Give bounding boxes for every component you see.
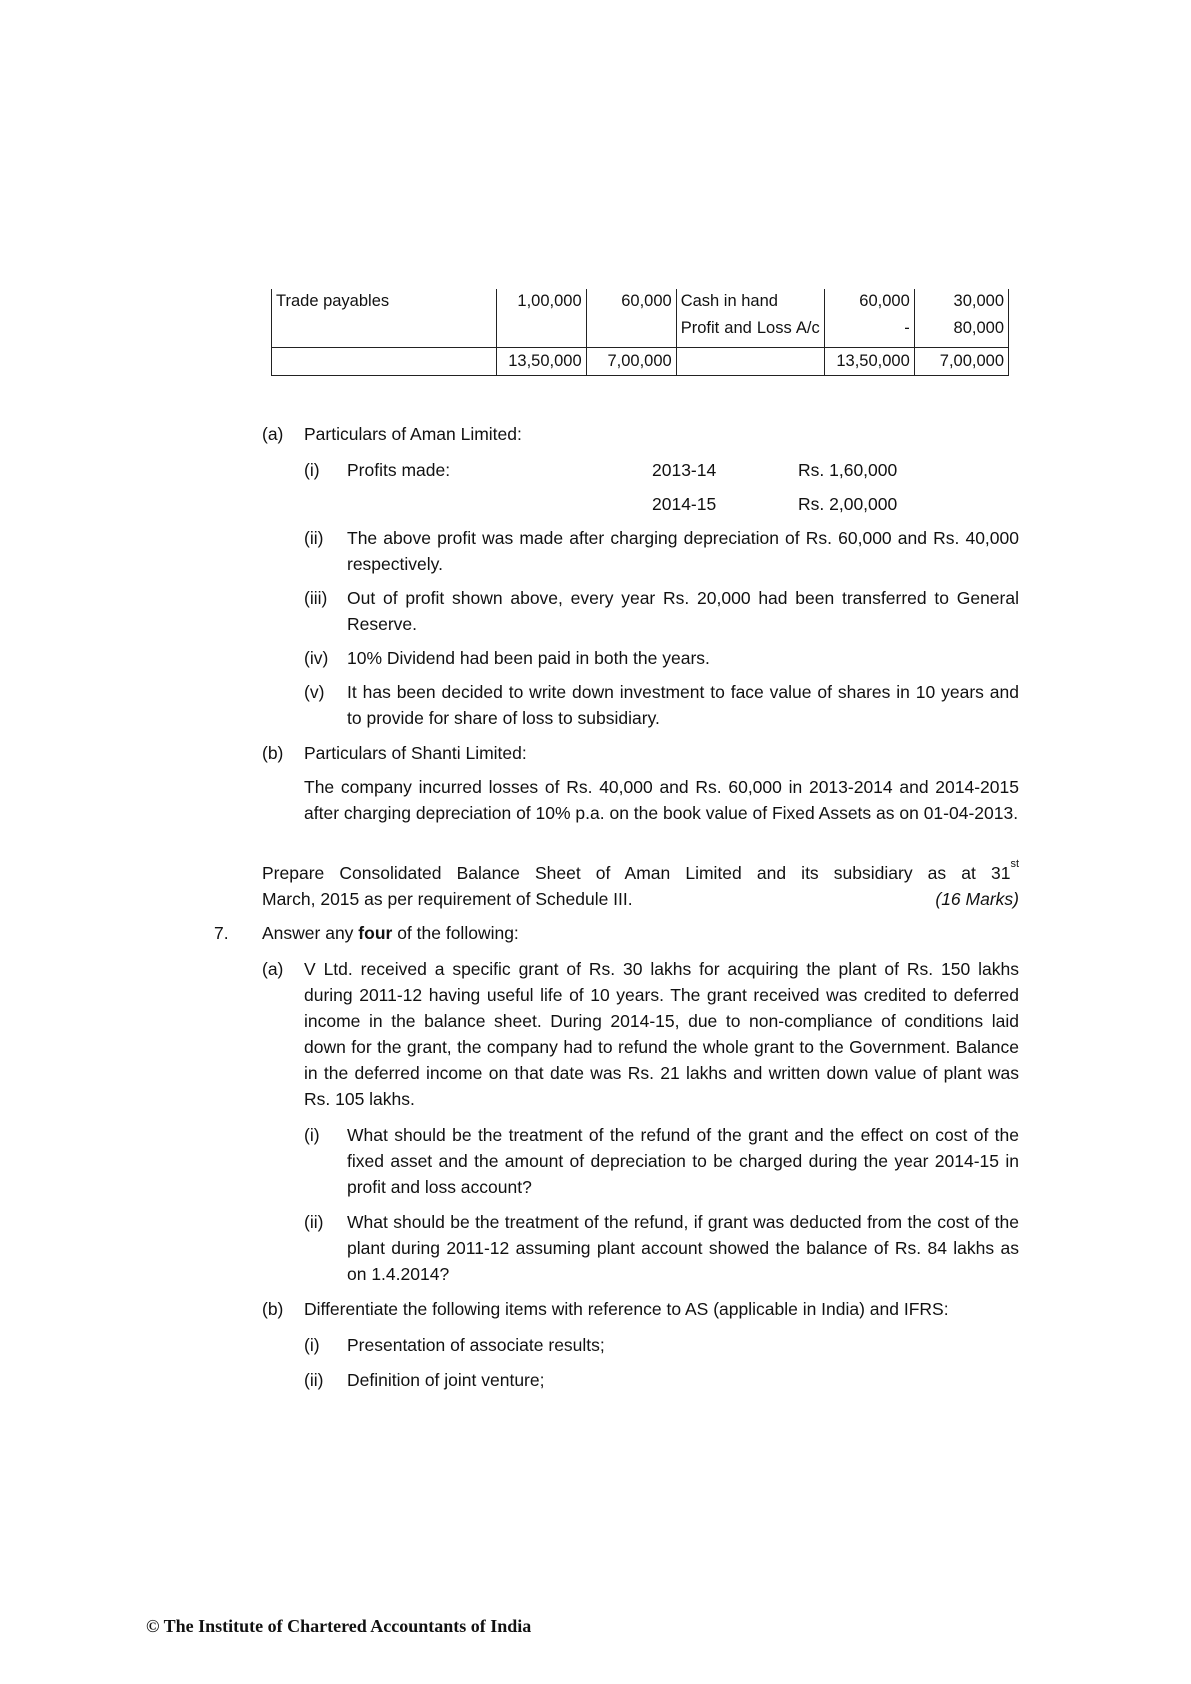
item-text: Profits made: <box>347 460 451 480</box>
item-text: Definition of joint venture; <box>347 1370 545 1390</box>
marks-label: (16 Marks) <box>935 889 1019 909</box>
instruction-text: March, 2015 as per requirement of Schedule III. <box>262 889 633 909</box>
table-cell <box>496 314 586 348</box>
q7-b-ii <box>304 1367 1019 1393</box>
q7-a <box>262 956 1019 1112</box>
intro-text: of the following: <box>392 923 519 943</box>
instruction-text <box>262 860 1019 886</box>
instruction-text-main: Prepare Consolidated Balance Sheet of Aman Limited and its subsidiary as at 31 <box>262 863 1011 883</box>
item-text: What should be the treatment of the refund, if grant was deducted from the cost of the plant during 2011-12 assuming plant account showed the balance of Rs. 84 lakhs as on 1.4.2014? <box>347 1212 1019 1284</box>
item-text: V Ltd. received a specific grant of Rs. 30 lakhs for acquiring the plant of Rs. 150 lakhs during 2011-12 having useful life of 10 years. The grant received was credited to deferred income in the balance sheet. During 2014-15, due to non-compliance of conditions laid down for the grant, the company had to refund the whole grant to the Government. Balance in the deferred income on that date was Rs. 21 lakhs and written down value of plant was Rs. 105 lakhs. <box>304 959 1019 1109</box>
profit-amount: Rs. 2,00,000 <box>798 494 898 514</box>
q6-part-a <box>262 421 1022 447</box>
item-text: 10% Dividend had been paid in both the years. <box>347 648 710 668</box>
item-label: (ii) <box>304 1370 324 1390</box>
table-row <box>272 289 1009 314</box>
item-label: (i) <box>304 460 320 480</box>
item-text: Presentation of associate results; <box>347 1335 605 1355</box>
q6-a-v <box>304 679 1019 731</box>
item-text: Out of profit shown above, every year Rs. 20,000 had been transferred to General Reserve. <box>347 588 1019 634</box>
q7-b <box>262 1296 1019 1322</box>
q7-intro <box>214 920 1014 946</box>
q6-b-text <box>304 774 1019 826</box>
q6-a-ii <box>304 525 1019 577</box>
q6-a-i <box>304 457 1064 483</box>
item-label: (b) <box>262 1299 284 1319</box>
q6-a-i-year2 <box>652 491 897 517</box>
copyright-footer: © The Institute of Chartered Accountants of India <box>146 1616 532 1636</box>
profit-year: 2014-15 <box>652 494 717 514</box>
q6-part-b <box>262 740 1022 766</box>
item-label: (a) <box>262 959 284 979</box>
q7-b-i <box>304 1332 1019 1358</box>
item-label: (i) <box>304 1335 320 1355</box>
superscript: st <box>1010 858 1019 871</box>
question-number: 7. <box>214 923 229 943</box>
table-cell: - <box>824 314 914 348</box>
item-label: (i) <box>304 1125 320 1145</box>
table-cell: 7,00,000 <box>586 348 676 376</box>
table-cell <box>676 348 824 376</box>
table-cell: 13,50,000 <box>824 348 914 376</box>
intro-emphasis: four <box>358 923 393 943</box>
item-label: (ii) <box>304 528 324 548</box>
table-cell <box>272 348 497 376</box>
table-cell: 80,000 <box>914 314 1008 348</box>
q6-instruction-line2 <box>262 886 1019 912</box>
table-cell <box>586 314 676 348</box>
table-cell: 30,000 <box>914 289 1008 314</box>
table-cell: Trade payables <box>272 289 497 314</box>
paragraph: The company incurred losses of Rs. 40,000 and Rs. 60,000 in 2013-2014 and 2014-2015 after charging depreciation of 10% p.a. on the book value of Fixed Assets as on 01-04-2013. <box>304 777 1019 823</box>
intro-text: Answer any <box>262 923 359 943</box>
item-label: (v) <box>304 682 325 702</box>
table-cell <box>272 314 497 348</box>
table-row <box>272 314 1009 348</box>
item-text: It has been decided to write down investment to face value of shares in 10 years and to provide for share of loss to subsidiary. <box>347 682 1019 728</box>
item-label: (iv) <box>304 648 329 668</box>
table-cell: Profit and Loss A/c <box>676 314 824 348</box>
table-cell: 13,50,000 <box>496 348 586 376</box>
item-label: (ii) <box>304 1212 324 1232</box>
q7-a-i <box>304 1122 1019 1200</box>
table-cell: 60,000 <box>824 289 914 314</box>
q7-a-ii <box>304 1209 1019 1287</box>
item-label: (a) <box>262 424 284 444</box>
item-label: (iii) <box>304 588 328 608</box>
table-cell: 60,000 <box>586 289 676 314</box>
q6-a-iv <box>304 645 1019 671</box>
profit-year: 2013-14 <box>652 460 717 480</box>
item-label: (b) <box>262 743 284 763</box>
section-heading: Particulars of Shanti Limited: <box>304 743 527 763</box>
section-heading: Particulars of Aman Limited: <box>304 424 522 444</box>
item-text: Differentiate the following items with reference to AS (applicable in India) and IFRS: <box>304 1299 949 1319</box>
question-intro <box>262 920 1014 946</box>
table-cell: 7,00,000 <box>914 348 1008 376</box>
q6-instruction-line1 <box>262 860 1019 886</box>
profit-amount: Rs. 1,60,000 <box>798 460 898 480</box>
table-cell: Cash in hand <box>676 289 824 314</box>
q6-a-iii <box>304 585 1019 637</box>
table-cell: 1,00,000 <box>496 289 586 314</box>
item-text: The above profit was made after charging depreciation of Rs. 60,000 and Rs. 40,000 respectively. <box>347 528 1019 574</box>
balance-sheet-table <box>271 289 1009 376</box>
item-text: What should be the treatment of the refund of the grant and the effect on cost of the fixed asset and the amount of depreciation to be charged during the year 2014-15 in profit and loss account? <box>347 1125 1019 1197</box>
table-total-row <box>272 348 1009 376</box>
